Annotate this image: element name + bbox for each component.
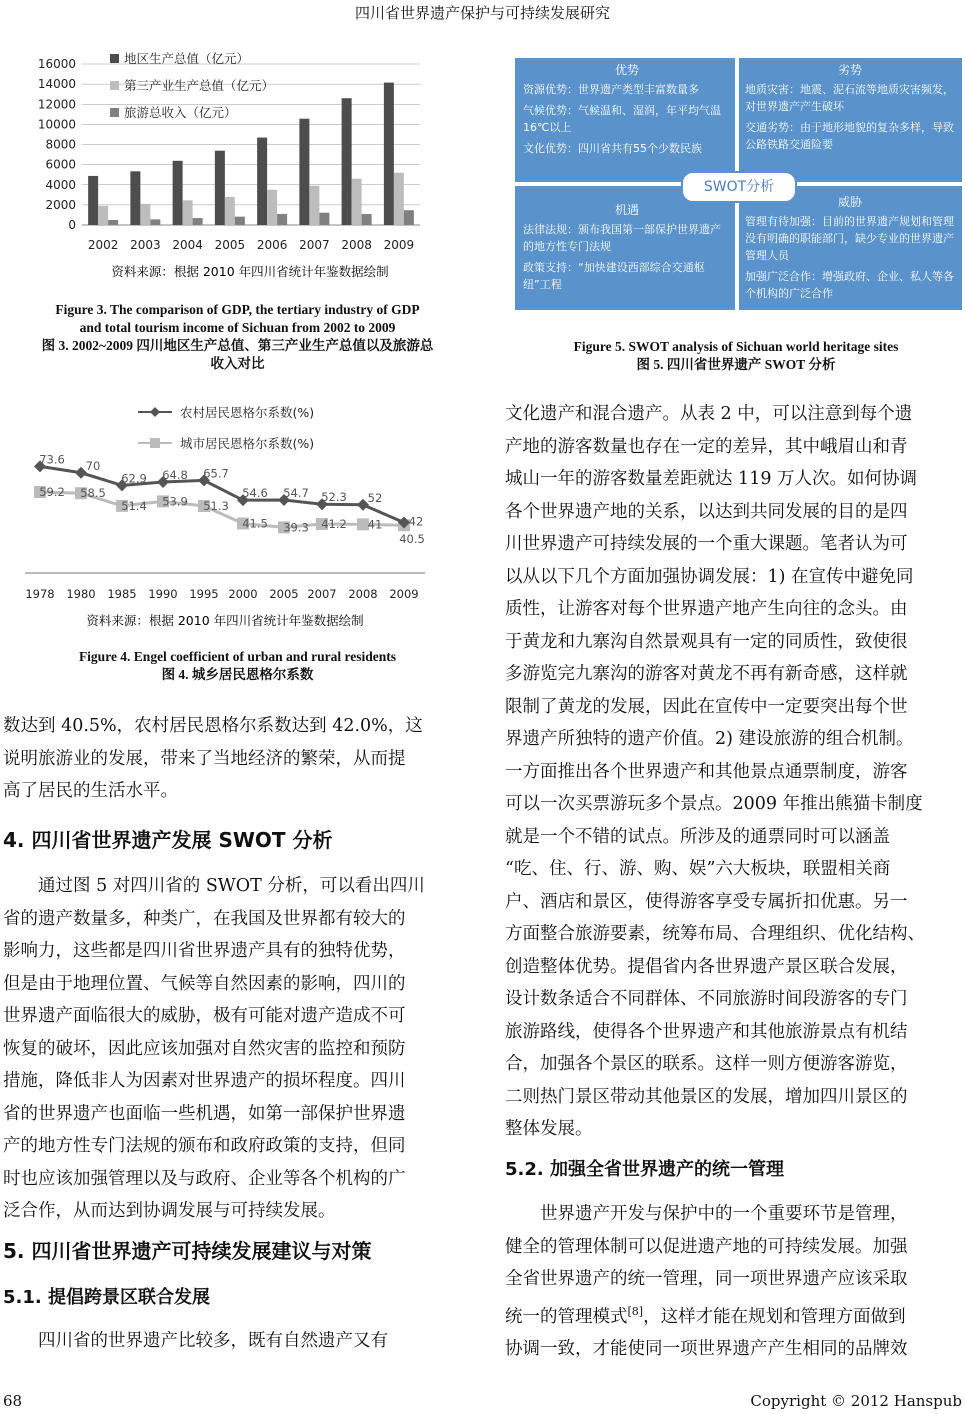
text-line: 川世界遗产可持续发展的一个重大课题。笔者认为可	[505, 534, 908, 554]
x-tick-label: 1985	[107, 587, 137, 601]
bar	[150, 219, 160, 225]
legend-label: 农村居民恩格尔系数(%)	[180, 405, 315, 420]
swot-t-item: 加强广泛合作：增强政府、企业、私人等各个机构的广泛合作	[745, 270, 954, 300]
text-line: 健全的管理体制可以促进遗产地的可持续发展。加强	[505, 1236, 908, 1257]
section-5-2-heading: 5.2. 加强全省世界遗产的统一管理	[505, 1159, 784, 1180]
citation-ref[interactable]: [8]	[627, 1304, 644, 1318]
swot-o-title: 机遇	[614, 203, 639, 217]
section-4-heading: 4. 四川省世界遗产发展 SWOT 分析	[3, 828, 333, 852]
x-tick-label: 2007	[307, 587, 337, 601]
swot-s-item: 文化优势：四川省共有55个少数民族	[523, 142, 702, 155]
data-label: 41.2	[321, 516, 347, 531]
text-line: 产地的游客数量也存在一定的差异，其中峨眉山和青	[505, 436, 908, 457]
text-line: 产的地方性专门法规的颁布和政府政策的支持，但同	[3, 1136, 406, 1156]
left-paragraph-1	[3, 710, 463, 808]
swot-t-item: 管理有待加强：目前的世界遗产规划和管理没有明确的职能部门，缺少专业的世界遗产管理人员	[745, 215, 954, 262]
page-number: 68	[3, 1392, 23, 1410]
text-line: 户、酒店和景区，使得游客享受专属折扣优惠。另一	[505, 891, 908, 912]
text-line: 但是由于地理位置、气候等自然因素的影响，四川的	[3, 973, 406, 994]
bar	[309, 186, 319, 225]
figure5-caption-en: Figure 5. SWOT analysis of Sichuan world heritage sites	[573, 339, 899, 354]
text-line: 数达到 40.5%，农村居民恩格尔系数达到 42.0%，这	[3, 716, 423, 736]
text-line	[505, 1296, 963, 1333]
text-line: 协调一致，才能使同一项世界遗产产生相同的品牌效	[505, 1338, 908, 1359]
figure5-caption-zh: 图 5. 四川省世界遗产 SWOT 分析	[636, 357, 836, 372]
figure4-caption-en: Figure 4. Engel coefficient of urban and rural residents	[78, 649, 397, 664]
data-label: 62.9	[121, 471, 147, 486]
text-line: 措施，降低非人为因素对世界遗产的损坏程度。四川	[3, 1071, 406, 1091]
text-line: 合，加强各个景区的联系。这样一则方便游客游览，	[505, 1054, 908, 1074]
data-label: 52	[367, 490, 383, 505]
text-line: 质性，让游客对每个世界遗产地产生向往的念头。由	[505, 599, 908, 619]
figure3-caption-en-2: and total tourism income of Sichuan from 2002 to 2009	[79, 320, 396, 335]
y-tick-label: 14000	[37, 77, 76, 92]
figure3-source: 资料来源：根据 2010 年四川省统计年鉴数据绘制	[111, 264, 389, 279]
bar	[319, 213, 329, 225]
y-tick-label: 6000	[45, 157, 76, 172]
legend-swatch	[110, 81, 119, 90]
text-line: 世界遗产开发与保护中的一个重要环节是管理，	[540, 1204, 908, 1224]
y-tick-label: 4000	[45, 177, 76, 192]
legend-swatch	[110, 108, 119, 117]
bar	[257, 138, 267, 225]
legend-label: 旅游总收入（亿元）	[124, 105, 237, 120]
right-paragraph-1	[505, 398, 963, 1146]
swot-w-item: 交通劣势：由于地形地貌的复杂多样，导致公路铁路交通险要	[745, 121, 954, 151]
data-label: 70	[85, 458, 101, 473]
text-line: 以从以下几个方面加强协调发展：1) 在宣传中避免同	[505, 566, 914, 587]
x-tick-label: 1980	[66, 587, 96, 601]
legend-swatch	[110, 54, 119, 63]
figure4-line-chart	[20, 395, 460, 640]
text-line: 影响力，这些都是四川省世界遗产具有的独特优势，	[3, 941, 406, 961]
text-fragment: ，这样才能在规划和管理方面做到	[643, 1306, 906, 1327]
bar	[299, 119, 309, 225]
y-tick-label: 10000	[37, 117, 76, 132]
data-label: 53.9	[162, 494, 188, 509]
data-label: 52.3	[321, 490, 347, 505]
text-line: 多游览完九寨沟的游客对黄龙不再有新奇感，这样就	[505, 664, 908, 684]
x-tick-label: 1978	[25, 587, 55, 601]
x-tick-label: 2009	[389, 587, 419, 601]
bar	[235, 217, 245, 225]
data-label: 54.7	[283, 485, 309, 500]
x-tick-label: 1990	[148, 587, 178, 601]
bar	[215, 151, 225, 225]
bar	[342, 98, 352, 225]
legend-label: 第三产业生产总值（亿元）	[124, 78, 275, 93]
figure3-bar-chart	[20, 42, 460, 302]
data-label: 39.3	[283, 520, 309, 535]
swot-s-item: 资源优势：世界遗产类型丰富数量多	[523, 83, 699, 96]
data-label: 73.6	[39, 452, 65, 467]
text-line: 文化遗产和混合遗产。从表 2 中，可以注意到每个遗	[505, 404, 913, 424]
legend-label: 城市居民恩格尔系数(%)	[180, 436, 315, 451]
text-line: 世界遗产面临很大的威胁，极有可能对遗产造成不可	[3, 1006, 406, 1026]
y-tick-label: 8000	[45, 137, 76, 152]
text-line: 一方面推出各个世界遗产和其他景点通票制度，游客	[505, 761, 908, 782]
x-tick-label: 2005	[269, 587, 299, 601]
data-label: 54.6	[242, 486, 268, 501]
legend-label: 地区生产总值（亿元）	[124, 51, 250, 66]
text-fragment: 统一的管理模式	[505, 1306, 628, 1327]
bar	[193, 218, 203, 225]
text-line: 就是一个不错的试点。所涉及的通票同时可以涵盖	[505, 826, 890, 847]
section-5-heading: 5. 四川省世界遗产可持续发展建议与对策	[3, 1239, 372, 1263]
figure3-caption-zh-1: 图 3. 2002~2009 四川地区生产总值、第三产业生产总值以及旅游总	[41, 338, 434, 353]
y-tick-label: 12000	[37, 97, 76, 112]
text-line: 二则热门景区带动其他景区的发展，增加四川景区的	[505, 1086, 908, 1107]
bar	[352, 179, 362, 225]
figure5-caption	[505, 338, 965, 374]
text-line: 时也应该加强管理以及与政府、企业等各个机构的广	[3, 1168, 406, 1189]
text-line: 城山一年的游客数量差距就达 119 万人次。如何协调	[505, 469, 918, 489]
x-tick-label: 2002	[87, 238, 119, 252]
text-line: 创造整体优势。提倡省内各世界遗产景区联合发展，	[505, 956, 908, 977]
text-line: 省的遗产数量多，种类广，在我国及世界都有较大的	[3, 908, 406, 929]
swot-center-label: SWOT分析	[681, 171, 797, 203]
text-line: 各个世界遗产地的关系，以达到共同发展的目的是四	[505, 501, 908, 522]
section-5-1-heading: 5.1. 提倡跨景区联合发展	[3, 1287, 210, 1308]
text-line: 界遗产所独特的遗产价值。2) 建设旅游的组合机制。	[505, 729, 914, 749]
x-tick-label: 2004	[172, 238, 203, 252]
bar	[362, 214, 372, 225]
text-line: “吃、住、行、游、购、娱”六大板块，联盟相关商	[505, 859, 891, 879]
figure4-source: 资料来源：根据 2010 年四川省统计年鉴数据绘制	[86, 613, 364, 628]
legend-marker	[150, 407, 160, 417]
bar	[108, 220, 118, 225]
x-tick-label: 1995	[189, 587, 219, 601]
y-tick-label: 16000	[37, 57, 76, 71]
legend-marker	[150, 438, 160, 448]
swot-o-item: 政策支持：“加快建设西部综合交通枢纽”工程	[523, 261, 705, 291]
data-label: 51.3	[203, 499, 229, 514]
y-tick-label: 0	[68, 218, 76, 232]
data-label: 41.5	[242, 516, 268, 531]
text-line: 方面整合旅游要素，统筹布局、合理组织、优化结构、	[505, 924, 925, 944]
swot-s-title: 优势	[614, 63, 639, 77]
swot-t-title: 威胁	[837, 195, 862, 209]
figure5-swot-diagram	[515, 58, 962, 310]
figure3-caption	[10, 301, 465, 373]
bar	[98, 206, 108, 225]
text-line: 恢复的破坏，因此应该加强对自然灾害的监控和预防	[3, 1038, 406, 1059]
data-label: 64.8	[162, 468, 188, 483]
left-paragraph-2	[3, 870, 461, 1228]
swot-o-item: 法律法规：颁布我国第一部保护世界遗产的地方性专门法规	[523, 223, 721, 253]
bar	[183, 200, 193, 225]
bar	[384, 83, 394, 225]
text-line: 说明旅游业的发展，带来了当地经济的繁荣，从而提	[3, 748, 406, 769]
running-header: 四川省世界遗产保护与可持续发展研究	[354, 4, 610, 22]
bar	[88, 176, 98, 225]
text-line: 于黄龙和九寨沟自然景观具有一定的同质性，致使很	[505, 631, 908, 652]
data-label: 65.7	[203, 466, 229, 481]
copyright: Copyright © 2012 Hanspub	[750, 1392, 962, 1410]
text-line: 通过图 5 对四川省的 SWOT 分析，可以看出四川	[38, 876, 425, 896]
text-line: 可以一次买票游玩多个景点。2009 年推出熊猫卡制度	[505, 794, 923, 814]
figure3-caption-en-1: Figure 3. The comparison of GDP, the tertiary industry of GDP	[55, 302, 420, 317]
data-label: 51.4	[121, 498, 147, 513]
bar	[277, 214, 287, 225]
x-tick-label: 2000	[228, 587, 258, 601]
data-label: 42	[408, 514, 424, 529]
data-label: 41	[367, 517, 383, 532]
swot-w-item: 地质灾害：地震、泥石流等地质灾害频发，对世界遗产产生破坏	[745, 83, 954, 113]
x-tick-label: 2009	[383, 238, 415, 252]
figure4-caption	[10, 648, 465, 684]
data-label: 59.2	[39, 484, 65, 499]
right-paragraph-2	[505, 1198, 963, 1365]
text-line: 旅游路线，使得各个世界遗产和其他旅游景点有机结	[505, 1021, 908, 1042]
x-tick-label: 2003	[130, 238, 161, 252]
bar	[267, 190, 277, 225]
bar	[394, 173, 404, 225]
x-tick-label: 2006	[256, 238, 288, 252]
left-paragraph-3: 四川省的世界遗产比较多，既有自然遗产又有	[38, 1331, 388, 1351]
text-line: 整体发展。	[505, 1119, 593, 1139]
x-tick-label: 2008	[348, 587, 378, 601]
bar	[173, 161, 183, 225]
swot-s-item: 气候优势：气候温和、湿润，年平均气温16℃以上	[523, 104, 721, 134]
text-line: 省的世界遗产也面临一些机遇，如第一部保护世界遗	[3, 1103, 406, 1124]
x-tick-label: 2008	[341, 238, 372, 252]
figure4-caption-zh: 图 4. 城乡居民恩格尔系数	[161, 667, 314, 682]
y-tick-label: 2000	[45, 197, 76, 212]
figure3-caption-zh-2: 收入对比	[210, 356, 265, 371]
data-label: 58.5	[80, 486, 106, 501]
x-tick-label: 2005	[214, 238, 246, 252]
bar	[225, 197, 235, 225]
bar	[130, 171, 140, 225]
bar	[404, 210, 414, 225]
text-line: 高了居民的生活水平。	[3, 781, 178, 801]
bar	[140, 204, 150, 225]
text-line: 全省世界遗产的统一管理，同一项世界遗产应该采取	[505, 1269, 908, 1289]
text-line: 限制了黄龙的发展，因此在宣传中一定要突出每个世	[505, 696, 908, 717]
x-tick-label: 2007	[299, 238, 330, 252]
data-label: 40.5	[399, 532, 425, 547]
swot-w-title: 劣势	[837, 63, 862, 77]
text-line: 泛合作，从而达到协调发展与可持续发展。	[3, 1201, 336, 1221]
text-line: 设计数条适合不同群体、不同旅游时间段游客的专门	[505, 989, 908, 1009]
